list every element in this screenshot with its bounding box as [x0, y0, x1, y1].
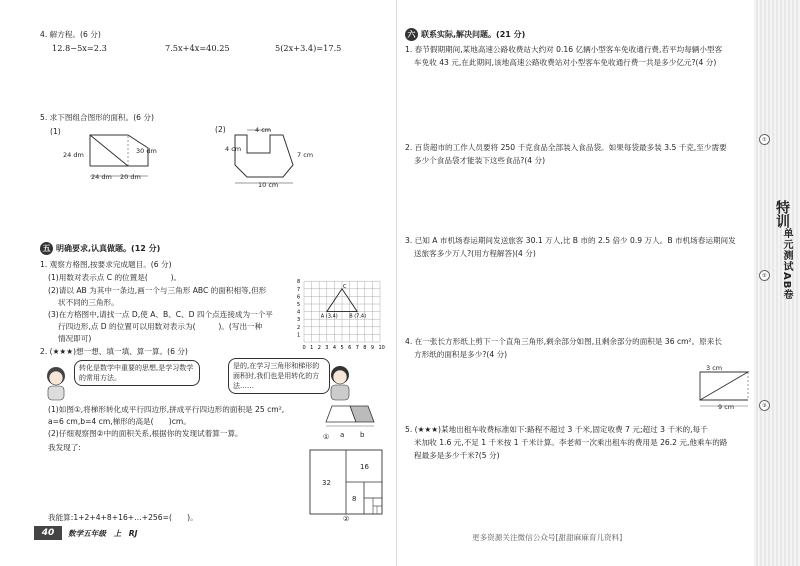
trapezoid-figure [316, 400, 388, 436]
grid-x-tick: 10 [378, 345, 385, 351]
s5-q1-part2a: (2)请以 AB 为其中一条边,画一个与三角形 ABC 的面积相等,但形 [48, 286, 267, 295]
fig2-dim-top: 4 cm [255, 126, 272, 134]
section-5-header [40, 242, 160, 255]
page-divider [396, 0, 397, 566]
s5-q2-part2: (2)仔细观察图②中的面积关系,根据你的发现试着算一算。 [48, 429, 243, 438]
grid-y-tick: 1 [297, 332, 301, 339]
r-q5-line3: 程最多是多少千米?(5 分) [414, 451, 500, 460]
fig-label-b: b [360, 431, 365, 439]
section-6-header [405, 28, 525, 41]
grid-x-tick: 8 [363, 345, 367, 351]
equation-3: 5(2x+3.4)=17.5 [275, 43, 342, 53]
grid-y-tick: 6 [297, 294, 301, 301]
grid-y-tick: 8 [297, 279, 301, 286]
paper-dim-top: 3 cm [706, 364, 723, 372]
grid-y-tick: 3 [297, 317, 301, 324]
fig2-dim-left: 4 cm [225, 145, 242, 153]
fig-label-1: ① [323, 433, 330, 441]
s5-q1-part2b: 状不同的三角形。 [58, 298, 119, 307]
q4-title: 4. 解方程。(6 分) [40, 30, 101, 39]
grid-x-tick: 7 [355, 345, 359, 351]
section-5-title: 明确要求,认真做题。(12 分) [56, 244, 161, 253]
s5-q2-found: 我发现了: [48, 443, 81, 452]
r-q5-line1: 5. (★★★)某地出租车收费标准如下:路程不超过 3 千米,固定收费 7 元;超过 3 千米的,每千 [405, 425, 708, 434]
grid-y-tick: 2 [297, 324, 301, 331]
grid-x-tick: 6 [348, 345, 352, 351]
page-number: 40 [34, 526, 62, 540]
s5-q1-part3b: 行四边形,点 D 的位置可以用数对表示为( )。(写出一种 [58, 322, 263, 331]
grid-x-tick: 4 [332, 345, 337, 351]
grid-x-tick: 2 [317, 345, 321, 351]
square-subdivision-figure [309, 449, 383, 515]
grid-point-label: C [343, 283, 347, 290]
s5-q2-title: 2. (★★★)想一想、填一填、算一算。(6 分) [40, 347, 188, 356]
r-q5-line2: 米加收 1.6 元,不足 1 千米按 1 千米计算。李老师一次乘出租车的费用是 26.2 元,他乘车的路 [414, 438, 728, 447]
square-label-8: 8 [352, 495, 357, 503]
paper-dim-bottom: 9 cm [718, 403, 735, 411]
section-6-badge: 六 [405, 28, 418, 41]
grid-y-tick: 7 [297, 286, 301, 293]
fig-label-a: a [340, 431, 345, 439]
s5-q2-part1a: (1)如图①,将梯形转化成平行四边形,拼成平行四边形的面积是 25 cm², [48, 405, 285, 414]
fig1-dim-24dm-bottom: 24 dm [91, 173, 112, 181]
binding-mark-3: ③ [759, 400, 770, 411]
coordinate-grid [296, 272, 388, 352]
fig1-dim-30dm: 30 dm [136, 147, 157, 155]
grid-x-tick: 5 [340, 345, 344, 351]
grid-y-tick: 4 [297, 309, 301, 316]
r-q3-line1: 3. 已知 A 市机场春运期间发送旅客 30.1 万人,比 B 市的 2.5 倍少 0.9 万人。B 市机场春运期间发 [405, 236, 736, 245]
equation-1: 12.8−5x=2.3 [52, 43, 107, 53]
left-speech-bubble: 转化是数学中重要的思想,是学习数学的常用方法。 [74, 360, 200, 386]
boy-avatar [325, 364, 355, 402]
band-brand: 特训 [774, 200, 790, 228]
r-q1-line2: 车免收 43 元,在此期间,该地高速公路收费站对小型客车免收通行费一共是多少亿元?(4 分) [414, 58, 717, 67]
fig2-dim-right: 7 cm [297, 151, 314, 159]
grid-point-label: A (3,4) [320, 313, 338, 320]
r-q2-line2: 多少个食品袋才能装下这些食品?(4 分) [414, 156, 546, 165]
band-title: 单元测试AB卷 [781, 228, 792, 301]
r-q3-line2: 送旅客多少万人?(用方程解答)(4 分) [414, 249, 536, 258]
r-q1-line1: 1. 春节假期期间,某地高速公路收费站大约对 0.16 亿辆小型客车免收通行费,若平均每辆小型客 [405, 45, 723, 54]
r-q4-line1: 4. 在一张长方形纸上剪下一个直角三角形,剩余部分如图,且剩余部分的面积是 36 cm²。原来长 [405, 337, 722, 346]
fig-label-2: ② [343, 515, 350, 523]
fig2-label: (2) [215, 125, 226, 134]
r-q4-line2: 方形纸的面积是多少?(4 分) [414, 350, 508, 359]
s5-q1-part3c: 情况即可) [58, 334, 92, 343]
fig1-dim-20dm: 20 dm [120, 173, 141, 181]
section-6-title: 联系实际,解决问题。(21 分) [421, 30, 526, 39]
s5-q1-title: 1. 观察方格图,按要求完成题目。(6 分) [40, 260, 172, 269]
right-speech-bubble: 是的,在学习三角形和梯形的面积时,我们也是用转化的方法…… [228, 358, 330, 394]
r-q2-line1: 2. 百货超市的工作人员要将 250 千克食品全部装入食品袋。如果每袋最多装 3.5 千克,至少需要 [405, 143, 727, 152]
s5-q1-part1: (1)用数对表示点 C 的位置是( )。 [48, 273, 182, 282]
equation-2: 7.5x+4x=40.25 [165, 43, 230, 53]
fig1-label: (1) [50, 127, 61, 136]
fig2-dim-bottom: 10 cm [258, 181, 279, 189]
square-label-16: 16 [360, 463, 369, 471]
grid-x-tick: 3 [325, 345, 329, 351]
grid-y-tick: 5 [297, 302, 301, 308]
s5-q1-part3a: (3)在方格图中,请找一点 D,使 A、B、C、D 四个点连接成为一个平 [48, 310, 273, 319]
girl-avatar [42, 365, 70, 401]
s5-q2-calc: 我能算:1+2+4+8+16+…+256=( )。 [48, 513, 198, 522]
grid-x-tick: 1 [310, 345, 314, 351]
footer-note: 更多资源关注微信公众号[甜甜麻麻育儿资料] [472, 533, 623, 542]
square-label-32: 32 [322, 479, 331, 487]
book-title: 数学五年级 上 RJ [68, 529, 138, 538]
binding-mark-2: ② [759, 270, 770, 281]
grid-point-label: B (7,4) [349, 313, 367, 320]
section-5-badge: 五 [40, 242, 53, 255]
grid-x-tick: 0 [302, 345, 306, 351]
fig1-dim-24dm-left: 24 dm [63, 151, 84, 159]
s5-q2-part1b: a=6 cm,b=4 cm,梯形的高是( )cm。 [48, 417, 191, 426]
grid-x-tick: 9 [370, 345, 375, 351]
binding-mark-1: ① [759, 134, 770, 145]
q5-title: 5. 求下图组合图形的面积。(6 分) [40, 113, 154, 122]
